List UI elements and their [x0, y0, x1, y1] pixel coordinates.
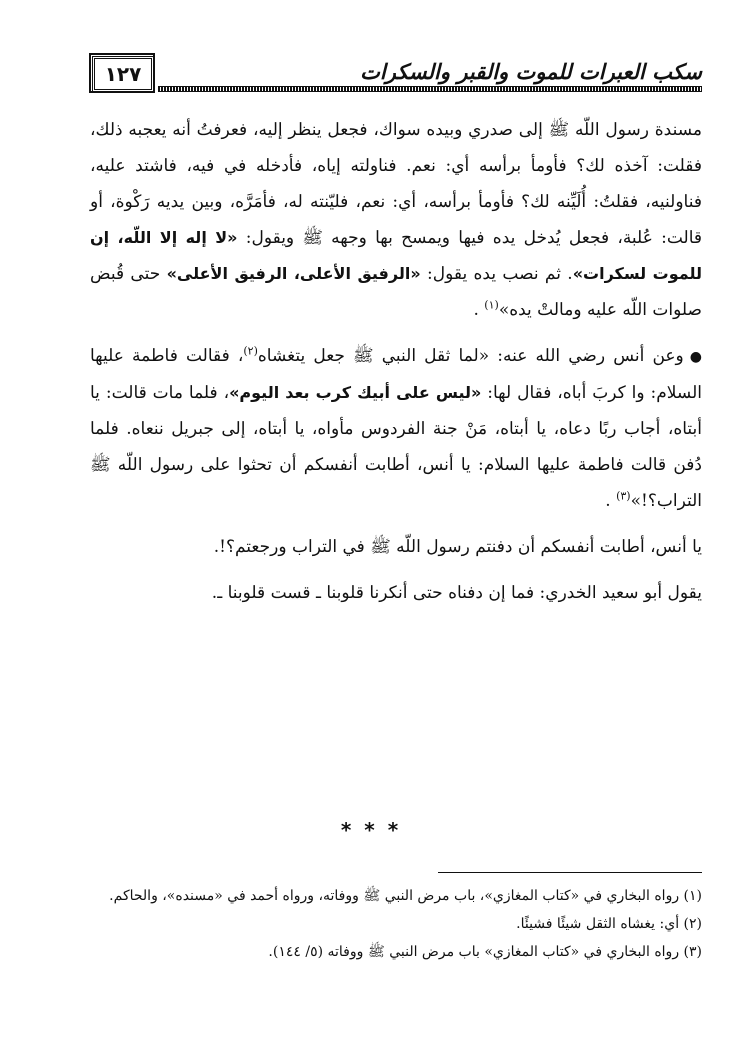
footnotes [90, 882, 702, 966]
page-header [88, 52, 702, 98]
footnote-ref-2: (٢) [243, 344, 258, 358]
footnote-1: (١) رواه البخاري في «كتاب المغازي»، باب مرض النبي ﷺ ووفاته، ورواه أحمد في «مسنده»، والحاكم. [109, 888, 702, 904]
p1-text-2: . ثم نصب يده يقول: [420, 264, 573, 284]
paragraph-1 [90, 112, 702, 328]
footnote-3: (٣) رواه البخاري في «كتاب المغازي» باب مرض النبي ﷺ ووفاته (٥/ ١٤٤). [268, 944, 702, 960]
p1-text-4: . [473, 300, 485, 320]
footnote-ref-3: (٣) [616, 489, 631, 503]
page-number [92, 56, 154, 92]
bullet-icon: ● [689, 349, 702, 365]
main-text [90, 112, 702, 611]
paragraph-3: يا أنس، أطابت أنفسكم أن دفنتم رسول اللّه ﷺ في التراب ورجعتم؟!. [213, 537, 702, 557]
p1-text-3: حتى قُبض صلوات اللّه عليه ومالتْ يده» [90, 264, 702, 320]
p2-quote-1: «ليس على أبيك كرب بعد اليوم» [229, 383, 482, 402]
paragraph-2 [90, 338, 702, 519]
p2-text-3: ، فلما مات قالت: يا أبتاه، أجاب ربًا دعاه، يا أبتاه، مَنْ جنة الفردوس مأواه، يا أبتاه، إلى جبريل ننعاه. فلما دُفن قالت فاطمة عليها السلام: يا أنس، أطابت أنفسكم أن تحثوا على رسول اللّه ﷺ التراب؟!» [90, 383, 702, 511]
footnote-2: (٢) أي: يغشاه الثقل شيئًا فشيئًا. [516, 916, 702, 932]
p1-quote-2: «الرفيق الأعلى، الرفيق الأعلى» [166, 264, 421, 283]
footnote-rule [438, 872, 702, 873]
header-rule [158, 86, 702, 92]
paragraph-4: يقول أبو سعيد الخدري: فما إن دفناه حتى أنكرنا قلوبنا ـ قست قلوبنا ـ. [211, 583, 702, 603]
running-title: سكب العبرات للموت والقبر والسكرات [360, 60, 702, 84]
p2-text-2: ، فقالت فاطمة عليها السلام: وا كربَ أباه، فقال لها: [90, 346, 702, 403]
section-separator: * * * [340, 818, 402, 842]
p1-text-1: مسندة رسول اللّه ﷺ إلى صدري وبيده سواك، فجعل ينظر إليه، فعرفتُ أنه يعجبه ذلك، فقلت: آخذه لك؟ فأومأ برأسه أي: نعم. فناولته إياه، فأدخله في فيه، فاشتد عليه، فناولنيه، فقلتُ: أُلَيِّنه لك؟ فأومأ برأسه، أي: نعم، فليّنته له، فأمَرَّه، وبين يديه رَكْوة، أو قالت: عُلبة، فجعل يُدخل يده فيها ويمسح بها وجهه ﷺ ويقول: [90, 120, 702, 248]
page-number-text: ١٢٧ [104, 62, 142, 86]
p2-text-4: . [605, 491, 617, 511]
footnote-ref-1: (١) [484, 298, 499, 312]
p2-text-1: وعن أنس رضي الله عنه: «لما ثقل النبي ﷺ جعل يتغشاه [257, 346, 684, 366]
p1-quote-1: «لا إله إلا اللّه، إن للموت لسكرات» [90, 228, 703, 283]
